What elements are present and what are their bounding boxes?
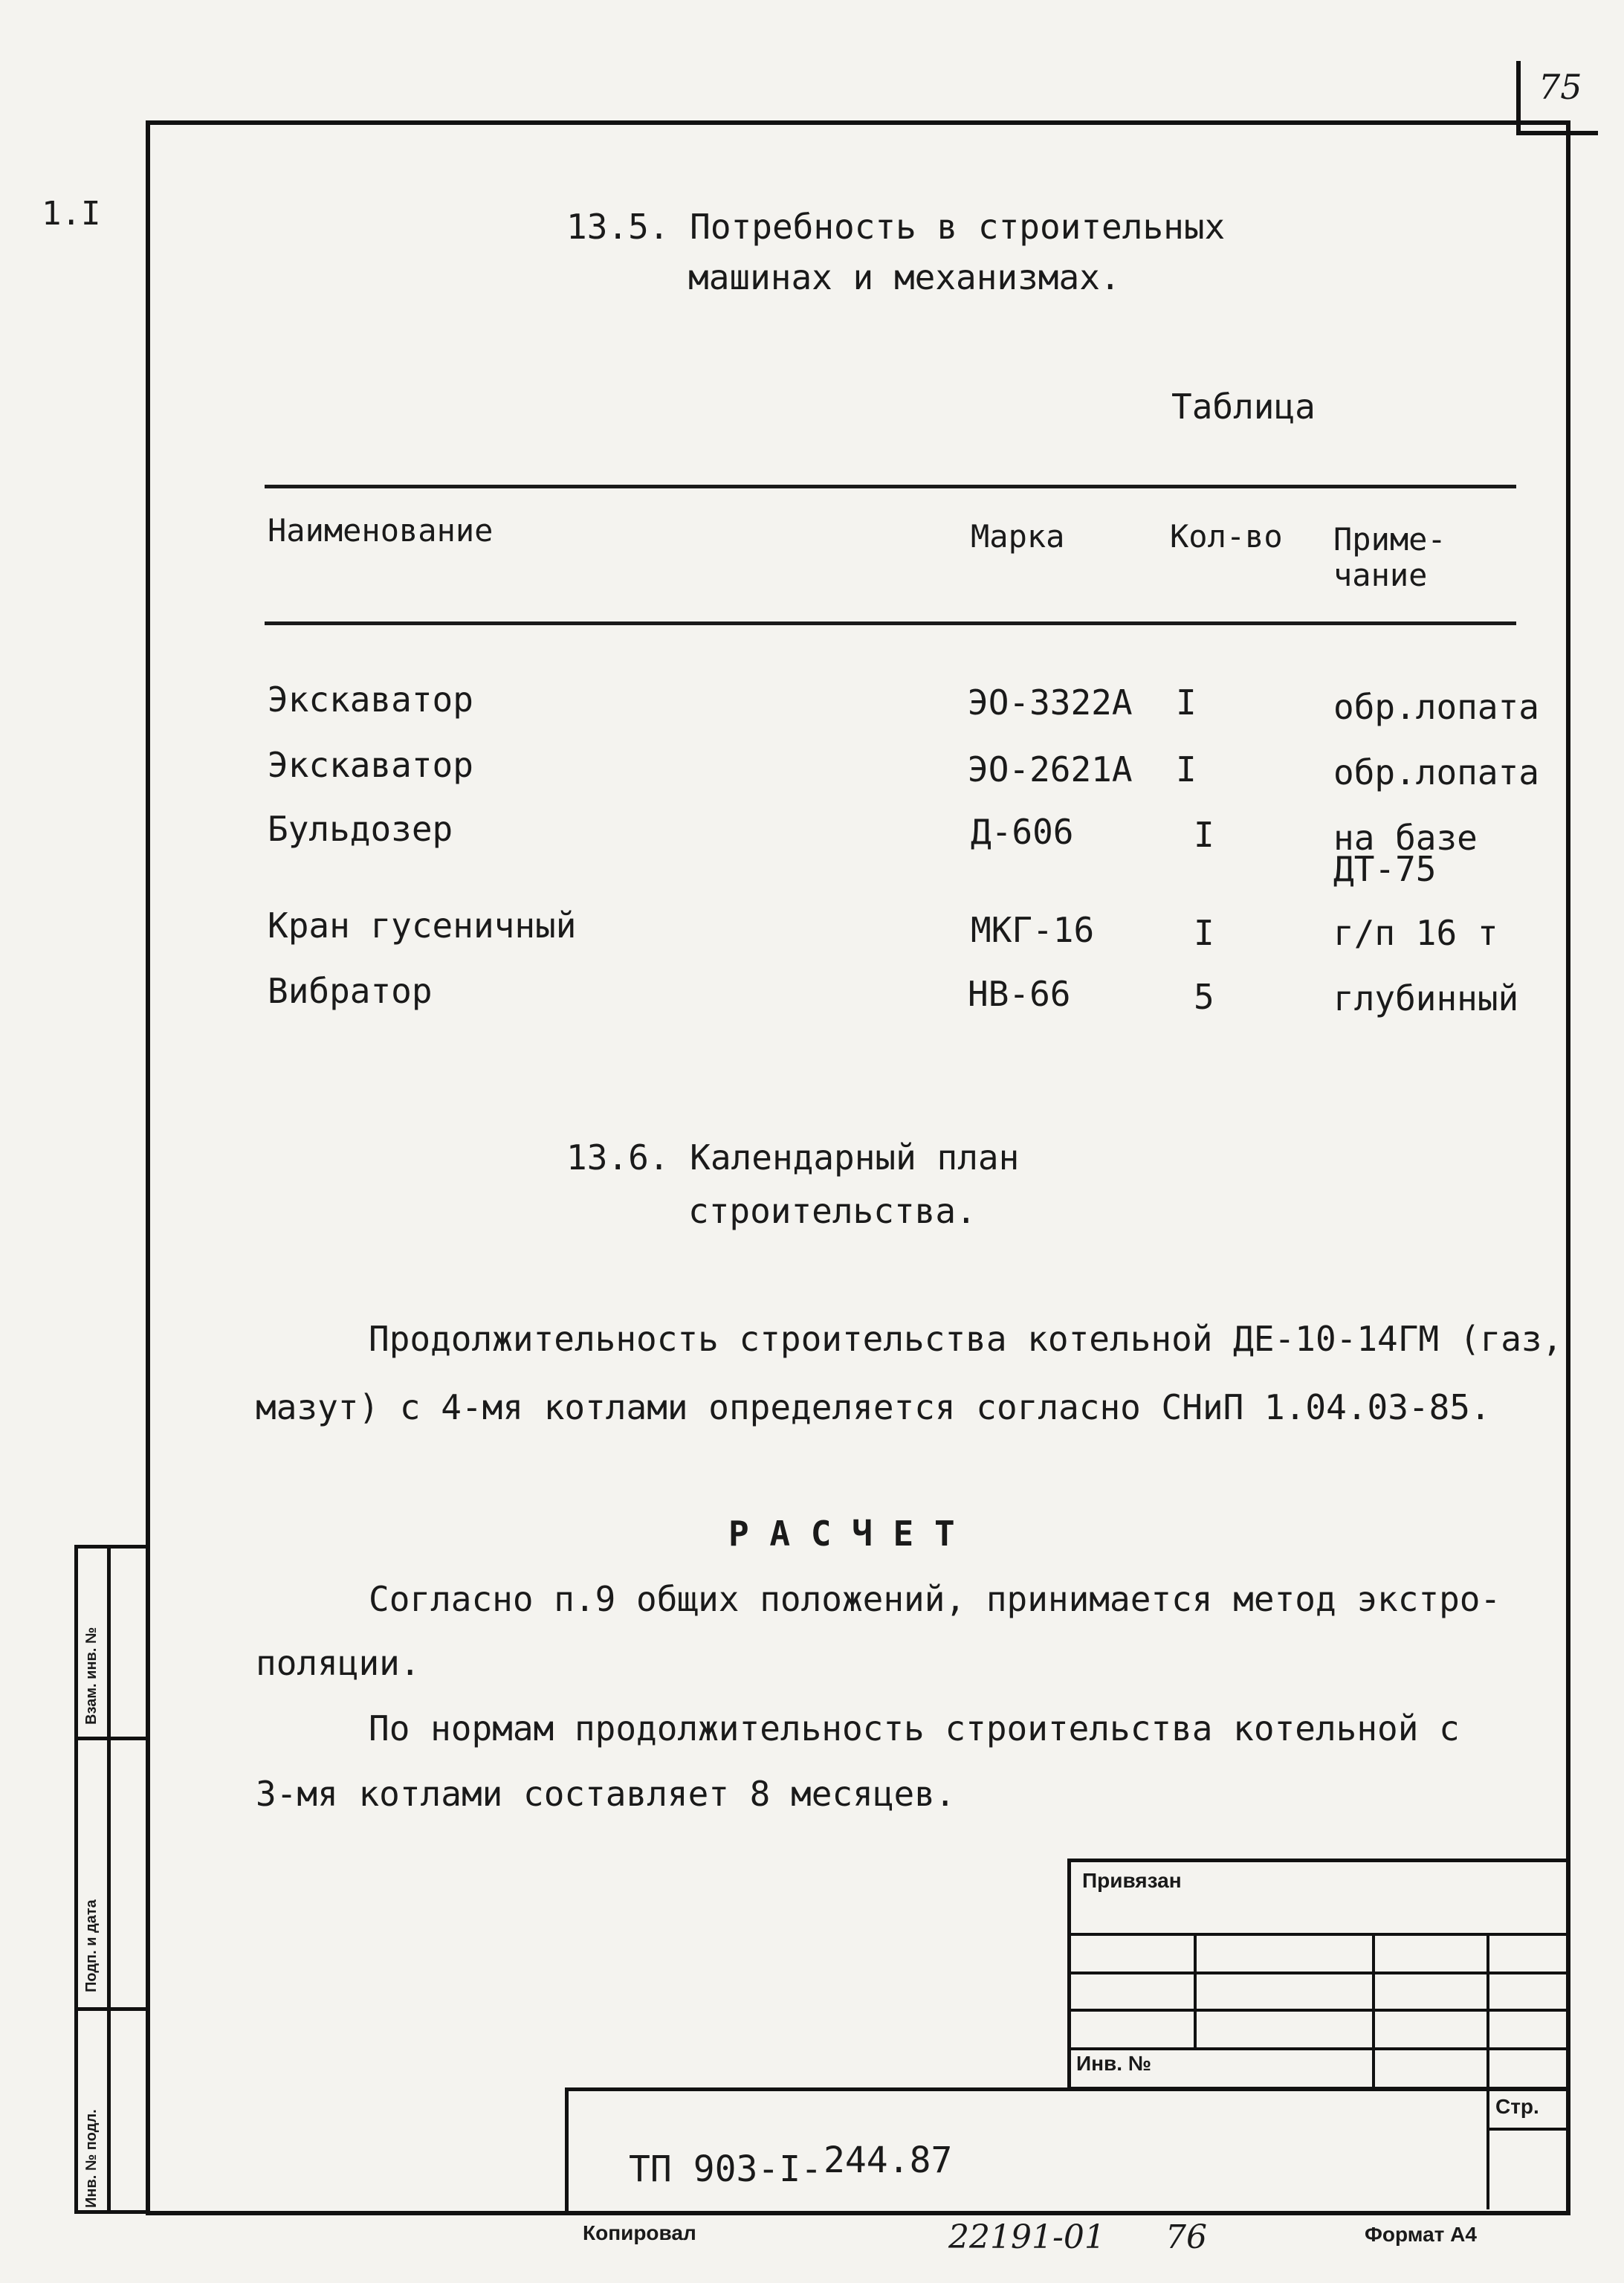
row1-qty: I	[1176, 682, 1197, 723]
section-13-5-title-line2: машинах и механизмах.	[688, 257, 1121, 297]
col-header-note-line2: чание	[1333, 557, 1428, 593]
calculation-heading: Р А С Ч Е Т	[728, 1514, 955, 1554]
row1-name: Экскаватор	[268, 679, 473, 720]
stamp-sheet-label: Стр.	[1495, 2095, 1539, 2118]
corner-mark: 1.I	[42, 195, 101, 233]
footer-order-sub: 76	[1165, 2218, 1207, 2256]
row3-note-line2: ДТ-75	[1333, 849, 1437, 889]
paragraph-1-line2: мазут) с 4-мя котлами определяется согласно СНиП 1.04.03-85.	[256, 1387, 1491, 1427]
stamp-row-line	[1067, 2009, 1570, 2012]
row3-qty: I	[1194, 815, 1214, 855]
row4-name: Кран гусеничный	[268, 905, 577, 946]
side-label-sign-date: Подп. и дата	[83, 1899, 100, 1992]
page-number: 75	[1539, 67, 1582, 107]
row5-mark: НВ-66	[968, 974, 1071, 1014]
row5-qty: 5	[1194, 977, 1214, 1017]
row5-note: глубинный	[1333, 978, 1519, 1018]
row4-mark: МКГ-16	[971, 910, 1095, 950]
side-strip-row-line	[74, 1737, 146, 1740]
row3-mark: Д-606	[971, 812, 1074, 852]
row5-name: Вибратор	[268, 971, 433, 1011]
row3-name: Бульдозер	[268, 809, 453, 849]
col-header-note-line1: Приме-	[1333, 521, 1446, 558]
table-header-rule	[265, 621, 1516, 625]
table-caption: Таблица	[1171, 387, 1316, 427]
paragraph-1-line1: Продолжительность строительства котельной ДЕ-10-14ГМ (газ,	[369, 1319, 1563, 1359]
paragraph-2-line1: Согласно п.9 общих положений, принимается метод экстро-	[369, 1579, 1501, 1619]
row1-note: обр.лопата	[1333, 687, 1539, 727]
side-label-inv-orig: Инв. № подл.	[83, 2109, 100, 2208]
side-strip-divider	[107, 1545, 111, 2214]
section-13-5-title-line1: 13.5. Потребность в строительных	[566, 207, 1226, 247]
paragraph-2-line2: поляции.	[256, 1643, 421, 1683]
row3-note-line1: на базе	[1333, 818, 1478, 858]
section-13-6-title-line2: строительства.	[688, 1191, 977, 1231]
document-code: ТП 903-I-	[629, 2148, 823, 2190]
paragraph-3-line2: 3-мя котлами составляет 8 месяцев.	[256, 1774, 956, 1814]
col-header-qty: Кол-во	[1170, 518, 1283, 555]
stamp-inv-no-label: Инв. №	[1076, 2052, 1152, 2075]
footer-format-label: Формат А4	[1365, 2223, 1477, 2246]
stamp-bound-label: Привязан	[1082, 1869, 1182, 1892]
footer-order-number: 22191-01	[948, 2218, 1105, 2256]
row2-note: обр.лопата	[1333, 752, 1539, 792]
section-13-6-title-line1: 13.6. Календарный план	[566, 1137, 1020, 1178]
row4-qty: I	[1194, 913, 1214, 953]
col-header-mark: Марка	[971, 518, 1065, 555]
stamp-sheet-line	[1486, 2128, 1570, 2131]
stamp-row-line	[1067, 1972, 1570, 1974]
row2-name: Экскаватор	[268, 745, 473, 785]
row2-mark: ЭО-2621А	[968, 749, 1133, 789]
stamp-col-line	[1372, 1933, 1375, 2090]
footer-copied-label: Копировал	[583, 2221, 696, 2244]
side-label-replace-inv: Взам. инв. №	[83, 1627, 100, 1725]
row2-qty: I	[1176, 749, 1197, 789]
side-strip-row-line	[74, 2007, 146, 2011]
paragraph-3-line1: По нормам продолжительность строительства котельной с	[369, 1708, 1460, 1748]
document-code-suffix: 244.87	[824, 2140, 953, 2181]
col-header-name: Наименование	[268, 512, 494, 549]
stamp-row-line	[1067, 2047, 1570, 2050]
row1-mark: ЭО-3322А	[968, 682, 1133, 723]
row4-note: г/п 16 т	[1333, 913, 1498, 953]
stamp-row-line	[1067, 1933, 1570, 1936]
stamp-col-line	[1194, 1933, 1197, 2047]
table-top-rule	[265, 485, 1516, 488]
